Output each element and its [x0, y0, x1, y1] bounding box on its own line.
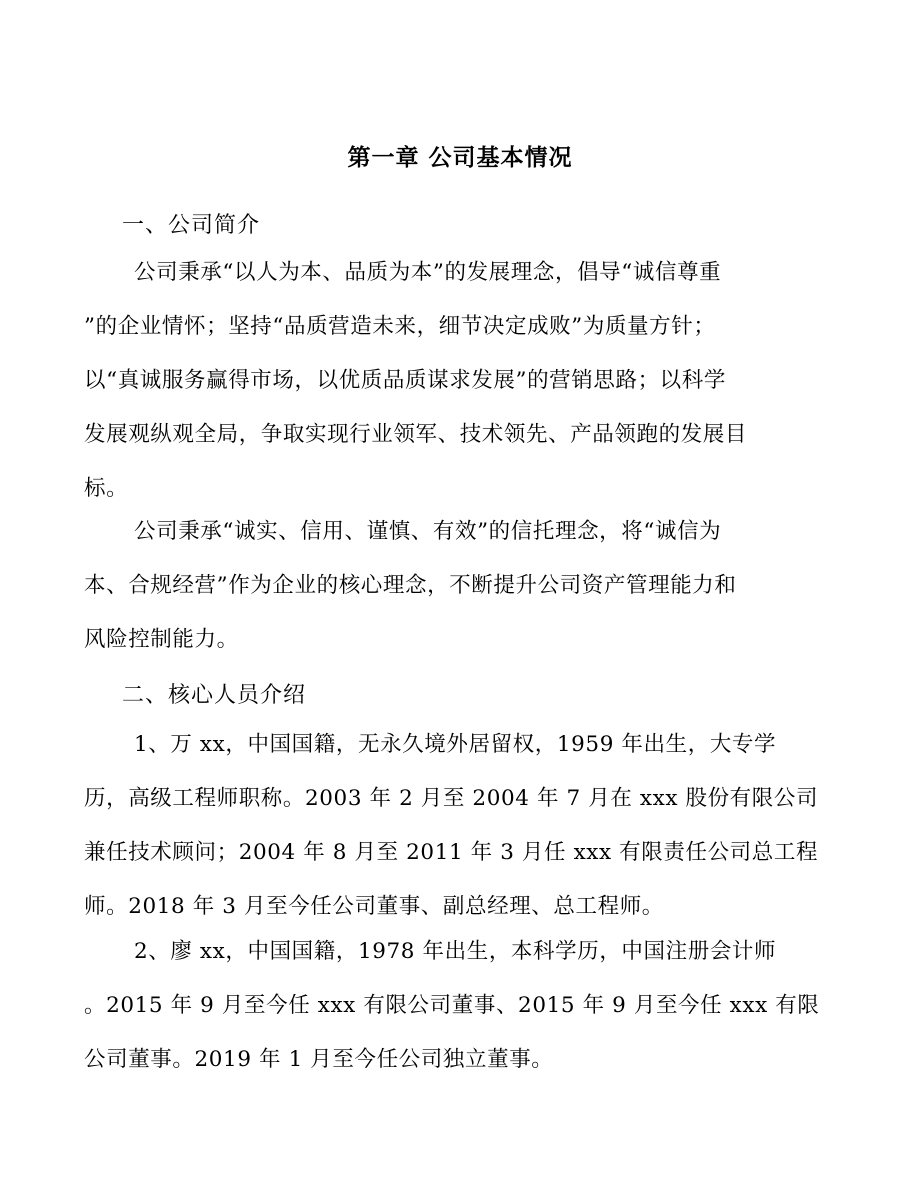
paragraph-line: 公司秉承“诚实、信用、谨慎、有效”的信托理念，将“诚信为	[134, 519, 722, 544]
paragraph-line: 本、合规经营”作为企业的核心理念，不断提升公司资产管理能力和	[84, 573, 737, 598]
chapter-title: 第一章 公司基本情况	[347, 145, 573, 171]
paragraph-line: 。2015 年 9 月至今任 xxx 有限公司董事、2015 年 9 月至今任 xxx 有限	[84, 993, 820, 1018]
section-heading-key-personnel: 二、核心人员介绍	[122, 683, 307, 708]
paragraph-trust-philosophy	[84, 505, 840, 667]
paragraph-line: 2、廖 xx，中国国籍，1978 年出生，本科学历，中国注册会计师	[134, 939, 777, 964]
paragraph-line: 师。2018 年 3 月至今任公司董事、副总经理、总工程师。	[84, 894, 664, 919]
paragraph-line: 兼任技术顾问；2004 年 8 月至 2011 年 3 月任 xxx 有限责任公司总工程	[84, 840, 819, 865]
paragraph-line: 以“真诚服务赢得市场，以优质品质谋求发展”的营销思路；以科学	[84, 368, 726, 393]
paragraph-line: 发展观纵观全局，争取实现行业领军、技术领先、产品领跑的发展目	[84, 422, 748, 447]
section-heading-company-intro: 一、公司简介	[122, 213, 261, 238]
paragraph-line: 公司秉承“以人为本、品质为本”的发展理念，倡导“诚信尊重	[134, 260, 722, 285]
paragraph-line: 标。	[84, 476, 129, 501]
paragraph-line: 风险控制能力。	[84, 627, 239, 652]
paragraph-company-philosophy	[84, 246, 840, 516]
paragraph-line: 公司董事。2019 年 1 月至今任公司独立董事。	[84, 1047, 554, 1072]
paragraph-person-1	[84, 718, 840, 934]
paragraph-person-2	[84, 925, 840, 1087]
paragraph-line: 1、万 xx，中国国籍，无永久境外居留权，1959 年出生，大专学	[134, 732, 777, 757]
paragraph-line: ”的企业情怀；坚持“品质营造未来，细节决定成败”为质量方针；	[84, 314, 716, 339]
paragraph-line: 历，高级工程师职称。2003 年 2 月至 2004 年 7 月在 xxx 股份有限公司	[84, 786, 819, 811]
